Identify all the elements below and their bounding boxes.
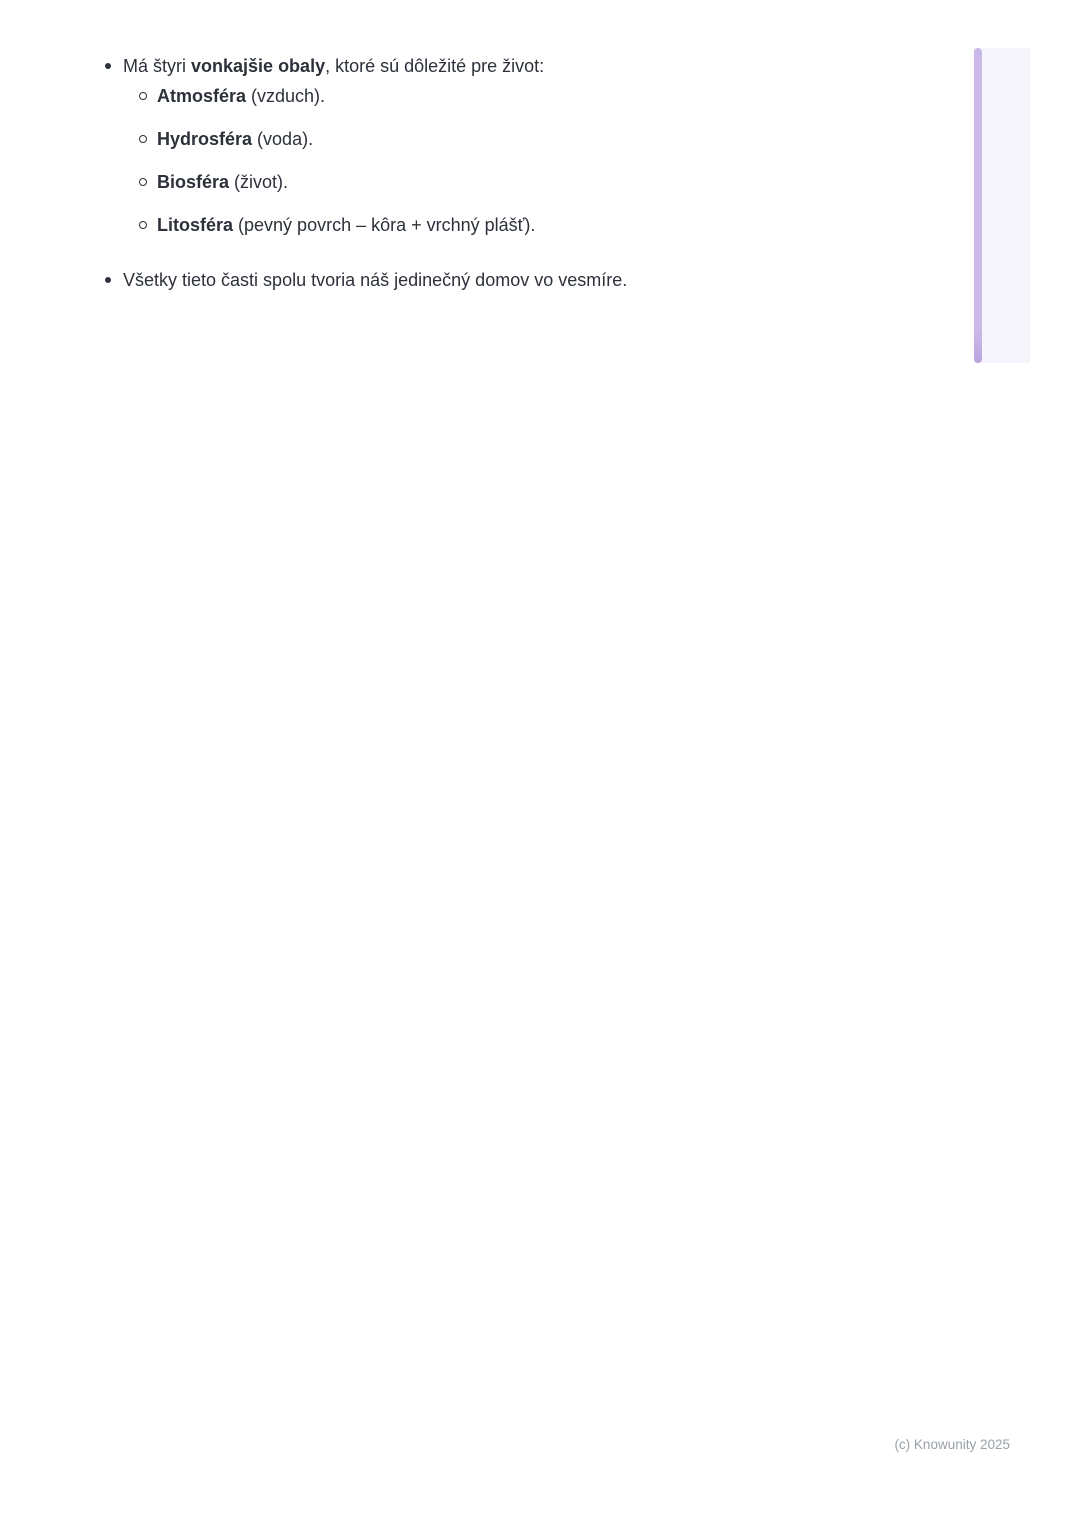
list-item-text bbox=[157, 171, 288, 193]
list-item-text bbox=[157, 85, 325, 107]
list-item-conclusion bbox=[100, 269, 940, 291]
text-segment: Má štyri bbox=[123, 56, 192, 76]
sphere-name: Litosféra bbox=[157, 215, 234, 235]
list-item-text bbox=[123, 55, 544, 77]
bullet-marker bbox=[134, 128, 157, 150]
bullet-icon bbox=[105, 63, 111, 69]
circle-bullet-icon bbox=[139, 178, 147, 186]
sublist-spheres bbox=[134, 85, 940, 236]
side-panel bbox=[974, 48, 1030, 363]
list-item-text: Všetky tieto časti spolu tvoria náš jedinečný domov vo vesmíre. bbox=[123, 270, 628, 290]
bullet-marker bbox=[100, 55, 123, 77]
sphere-desc: (pevný povrch – kôra + vrchný plášť). bbox=[233, 215, 536, 235]
bullet-marker bbox=[100, 269, 123, 291]
sphere-name: Atmosféra bbox=[157, 86, 247, 106]
sphere-desc: (život). bbox=[229, 172, 289, 192]
text-segment-bold: vonkajšie obaly bbox=[191, 56, 326, 76]
bullet-marker bbox=[134, 214, 157, 236]
copyright-notice: (c) Knowunity 2025 bbox=[894, 1437, 1010, 1452]
sphere-desc: (voda). bbox=[252, 129, 314, 149]
list-item-atmosphere bbox=[134, 85, 940, 107]
list-item-lithosphere bbox=[134, 214, 940, 236]
sphere-desc: (vzduch). bbox=[246, 86, 326, 106]
list-item-biosphere bbox=[134, 171, 940, 193]
sphere-name: Hydrosféra bbox=[157, 129, 253, 149]
circle-bullet-icon bbox=[139, 135, 147, 143]
circle-bullet-icon bbox=[139, 92, 147, 100]
bullet-marker bbox=[134, 171, 157, 193]
document-body bbox=[100, 55, 940, 291]
text-segment: , ktoré sú dôležité pre život: bbox=[325, 56, 545, 76]
list-item-text bbox=[157, 128, 313, 150]
list-item-hydrosphere bbox=[134, 128, 940, 150]
sphere-name: Biosféra bbox=[157, 172, 230, 192]
list-item-text bbox=[157, 214, 535, 236]
list-item-outer-shells bbox=[100, 55, 940, 77]
scrollbar-thumb[interactable] bbox=[974, 48, 982, 363]
bullet-marker bbox=[134, 85, 157, 107]
circle-bullet-icon bbox=[139, 221, 147, 229]
bullet-icon bbox=[105, 277, 111, 283]
